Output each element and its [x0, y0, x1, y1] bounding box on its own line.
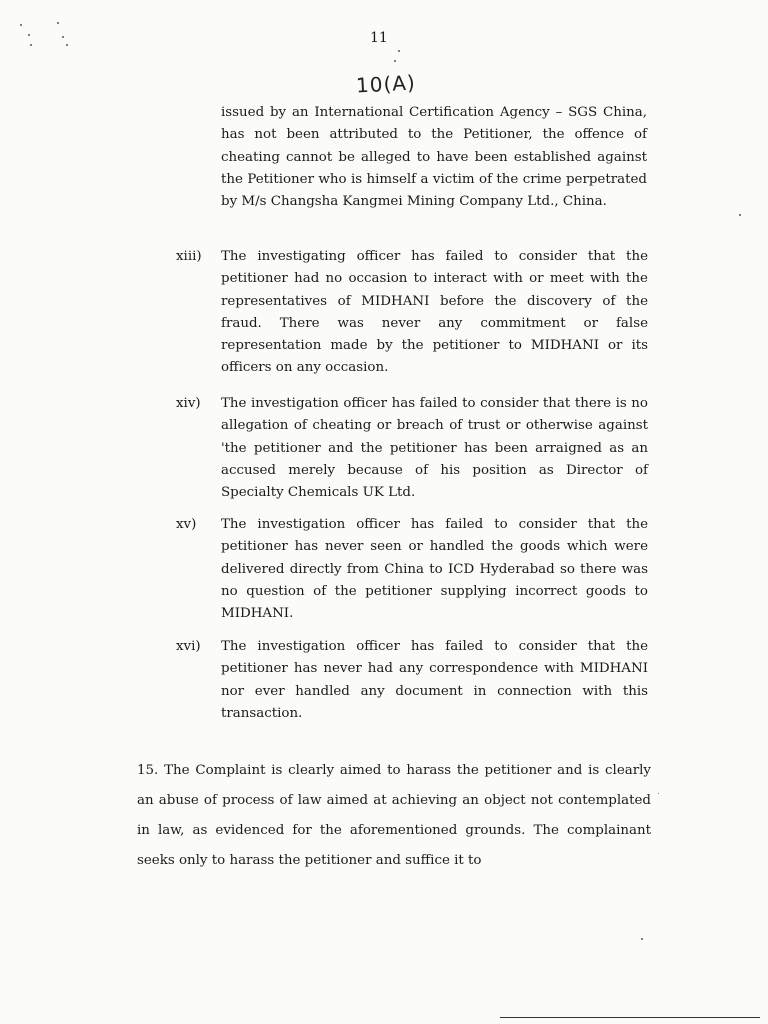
scan-speck — [28, 34, 30, 36]
footer-rule — [500, 1017, 760, 1018]
paragraph-15: 15. The Complaint is clearly aimed to harass the petitioner and is clearly an abuse of process of law aimed at achieving an object not contemplated in law, as evidenced for the aforementioned grounds. The complainant seeks only to harass the petitioner and suffice it to — [137, 763, 651, 868]
item-number: xvi) — [176, 639, 201, 654]
item-text: The investigation officer has failed to consider that the petitioner has never had any correspondence with MIDHANI nor ever handled any document in connection with this transaction. — [221, 639, 648, 721]
page-number: 11 — [370, 30, 388, 46]
handwritten-annotation: 10(A) — [355, 70, 417, 98]
item-number: xiii) — [176, 249, 202, 264]
item-text: The investigating officer has failed to consider that the petitioner had no occasion to interact with or meet with the representatives of MIDHANI before the discovery of the fraud. There was never any commitment or false representation made by the petitioner to MIDHANI or its officers on any occasion. — [221, 249, 648, 376]
scan-speck — [658, 793, 659, 794]
scan-speck — [30, 44, 32, 46]
item-text: The investigation officer has failed to consider that there is no allegation of cheating or breach of trust or otherwise against 'the petitioner and the petitioner has been arraigned as an accused merely because of his position as Director of Specialty Chemicals UK Ltd. — [221, 396, 648, 501]
scan-speck — [66, 44, 68, 46]
scan-speck — [641, 938, 643, 940]
scan-speck — [20, 24, 22, 26]
scan-speck — [739, 214, 741, 216]
item-number: xiv) — [176, 396, 201, 411]
scan-speck — [394, 60, 396, 62]
continuation-paragraph: issued by an International Certification Agency – SGS China, has not been attributed to the Petitioner, the offence of cheating cannot be alleged to have been established against the Petitioner who is himself a victim of the crime perpetrated by M/s Changsha Kangmei Mining Company Ltd., China. — [221, 105, 647, 210]
item-number: xv) — [176, 517, 197, 532]
scan-speck — [57, 22, 59, 24]
scan-speck — [62, 36, 64, 38]
scan-speck — [398, 50, 400, 52]
item-text: The investigation officer has failed to consider that the petitioner has never seen or handled the goods which were delivered directly from China to ICD Hyderabad so there was no question of the petitioner supplying incorrect goods to MIDHANI. — [221, 517, 648, 622]
